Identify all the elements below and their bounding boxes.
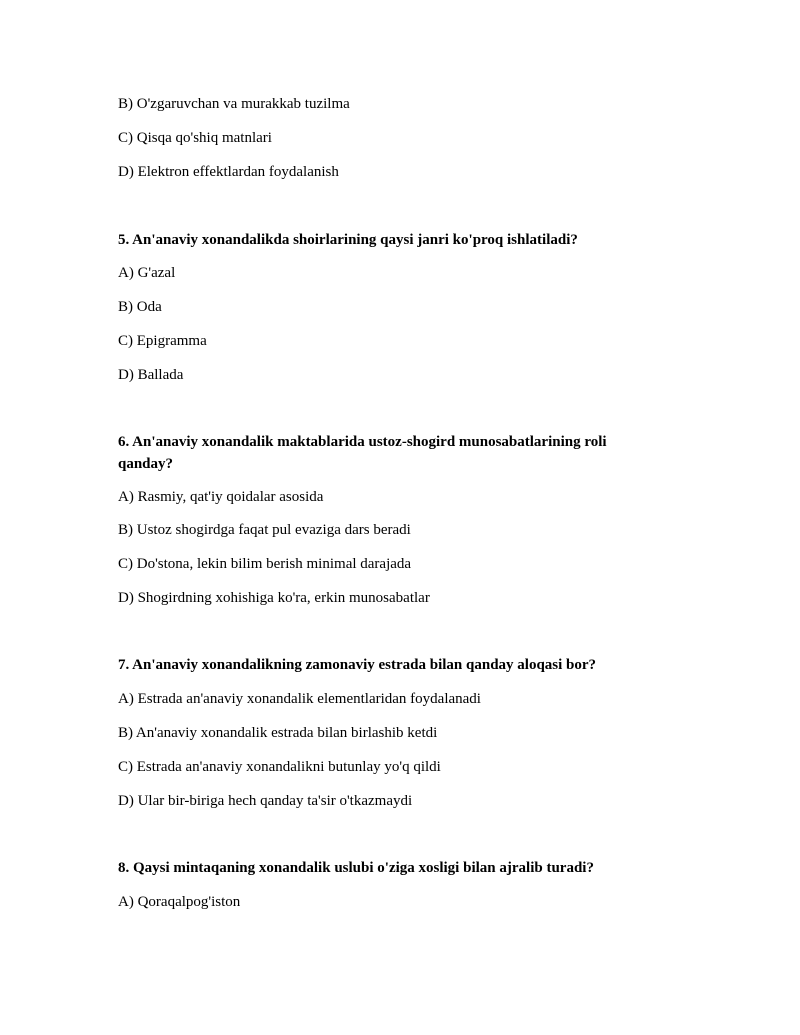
question-5: 5. An'anaviy xonandalikda shoirlarining qaysi janri ko'proq ishlatiladi?	[118, 232, 578, 248]
prev-option-d: D) Elektron effektlardan foydalanish	[118, 164, 339, 180]
q7-option-a: A) Estrada an'anaviy xonandalik elementlaridan foydalanadi	[118, 691, 481, 707]
q5-option-d: D) Ballada	[118, 367, 184, 383]
q7-option-c: C) Estrada an'anaviy xonandalikni butunlay yo'q qildi	[118, 759, 441, 775]
question-8: 8. Qaysi mintaqaning xonandalik uslubi o'ziga xosligi bilan ajralib turadi?	[118, 860, 594, 876]
q6-option-d: D) Shogirdning xohishiga ko'ra, erkin munosabatlar	[118, 590, 430, 606]
q7-option-d: D) Ular bir-biriga hech qanday ta'sir o'tkazmaydi	[118, 793, 413, 809]
q5-option-b: B) Oda	[118, 299, 162, 315]
q6-option-c: C) Do'stona, lekin bilim berish minimal darajada	[118, 556, 412, 572]
q5-option-c: C) Epigramma	[118, 333, 207, 349]
question-6: 6. An'anaviy xonandalik maktablarida ustoz-shogird munosabatlarining roli qanday?	[118, 434, 607, 472]
question-7: 7. An'anaviy xonandalikning zamonaviy estrada bilan qanday aloqasi bor?	[118, 657, 597, 673]
prev-option-b: B) O'zgaruvchan va murakkab tuzilma	[118, 96, 350, 112]
prev-option-c: C) Qisqa qo'shiq matnlari	[118, 130, 272, 146]
q8-option-a: A) Qoraqalpog'iston	[118, 894, 241, 910]
q6-option-a: A) Rasmiy, qat'iy qoidalar asosida	[118, 489, 324, 505]
q6-option-b: B) Ustoz shogirdga faqat pul evaziga dars beradi	[118, 522, 411, 538]
q7-option-b: B) An'anaviy xonandalik estrada bilan birlashib ketdi	[118, 725, 438, 741]
q5-option-a: A) G'azal	[118, 265, 176, 281]
